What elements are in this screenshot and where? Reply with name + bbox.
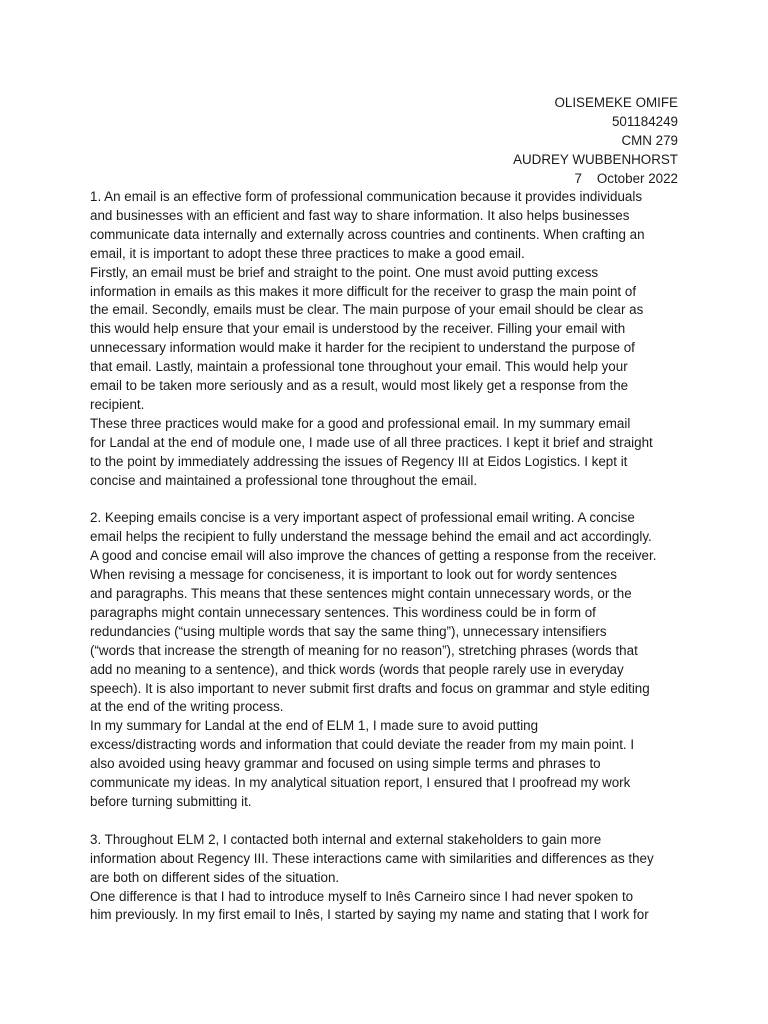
paragraph-spacer — [90, 491, 680, 510]
paragraph-q1-practices: Firstly, an email must be brief and straight to the point. One must avoid putting excess information in emails as this makes it more difficult for the receiver to grasp the main point of the email. Secondly, emails must be clear. The main purpose of your email should be clear as this would help ensure that your email is understood by the receiver. Filling your email with unnecessary information would make it harder for the recipient to understand the purpose of that email. Lastly, maintain a professional tone throughout your email. This would help your email to be taken more seriously and as a result, would most likely get a response from the recipient. — [90, 264, 644, 412]
paragraph-q3-difference: One difference is that I had to introduce myself to Inês Carneiro since I had never spoken to him previously. In my first email to Inês, I started by saying my name and stating that I work for — [90, 888, 649, 923]
paragraph-q1-intro: 1. An email is an effective form of professional communication because it provides individuals and businesses with an efficient and fast way to share information. It also helps businesses communicate data internally and externally across countries and continents. When crafting an email, it is important to adopt these three practices to make a good email. — [90, 189, 645, 261]
paragraph-q1-application: These three practices would make for a good and professional email. In my summary email for Landal at the end of module one, I made use of all three practices. I kept it brief and straight to the point by immediately addressing the issues of Regency III at Eidos Logistics. I kept it concise and maintained a professional tone throughout the email. — [90, 415, 653, 488]
paragraph-q3-intro: 3. Throughout ELM 2, I contacted both internal and external stakeholders to gain more information about Regency III. These interactions came with similarities and differences as they are both on different sides of the situation. — [90, 831, 654, 885]
paragraph-q2-intro: 2. Keeping emails concise is a very important aspect of professional email writing. A concise email helps the recipient to fully understand the message behind the email and act accordingly. A good and concise email will also improve the chances of getting a response from the receiver. — [90, 510, 657, 564]
student-id: 501184249 — [611, 114, 678, 129]
document-body — [90, 188, 680, 925]
paragraph-q2-revising: When revising a message for conciseness, it is important to look out for wordy sentences and paragraphs. This means that these sentences might contain unnecessary words, or the paragraphs might contain unnecessary sentences. This wordiness could be in form of redundancies (“using multiple words that say the same thing”), unnecessary intensifiers (“words that increase the strength of meaning for no reason”), stretching phrases (words that add no meaning to a sentence), and thick words (words that people rarely use in everyday speech). It is also important to never submit first drafts and focus on grammar and style editing at the end of the writing process. — [90, 567, 650, 715]
paragraph-spacer — [90, 812, 680, 831]
author-name: OLISEMEKE OMIFE — [554, 95, 678, 110]
paragraph-q2-application: In my summary for Landal at the end of ELM 1, I made sure to avoid putting excess/distracting words and information that could deviate the reader from my main point. I also avoided using heavy grammar and focused on using simple terms and phrases to communicate my ideas. In my analytical situation report, I ensured that I proofread my work before turning submitting it. — [90, 718, 635, 809]
course-code: CMN 279 — [621, 133, 678, 148]
author-header-block — [513, 93, 678, 188]
instructor-name: AUDREY WUBBENHORST — [513, 152, 678, 167]
submission-date: 7 October 2022 — [574, 171, 678, 186]
